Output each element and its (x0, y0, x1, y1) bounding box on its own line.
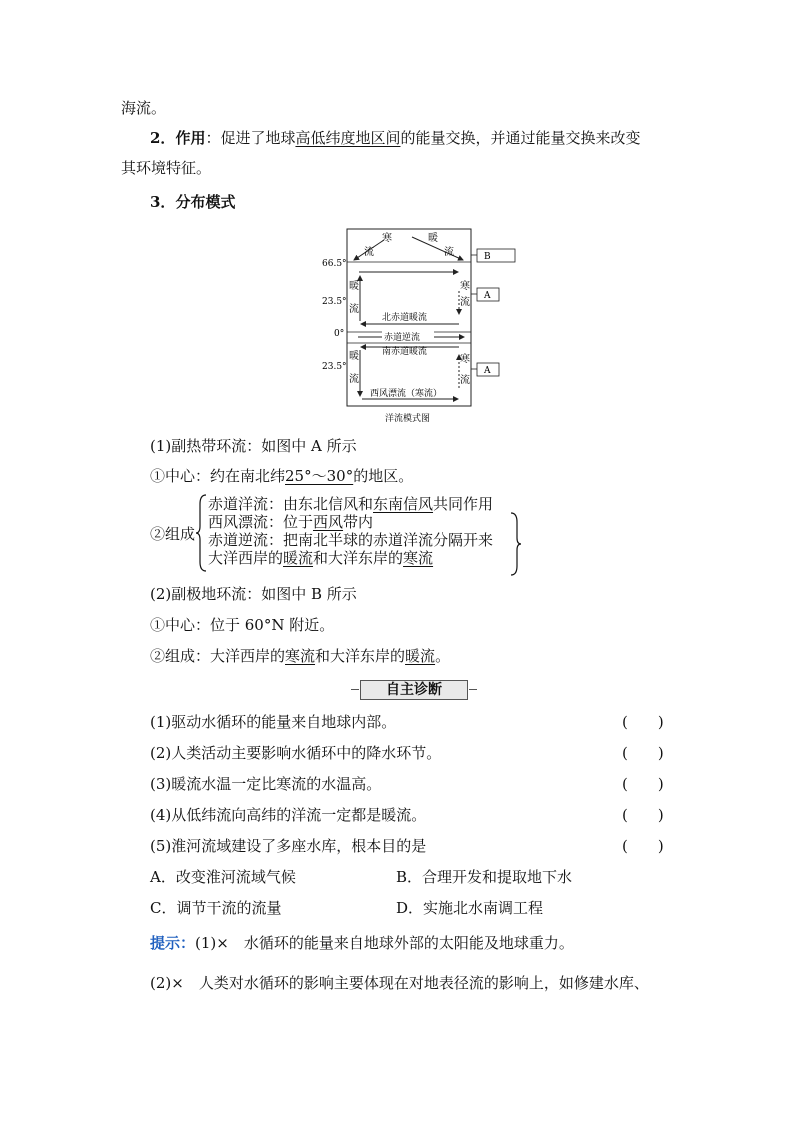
subpolar-comp-c: 和大洋东岸的 (315, 647, 406, 665)
subtropical-center-suffix: 的地区。 (353, 467, 414, 485)
label-warm-south-left: 暖 (349, 351, 359, 362)
comp-1-b: 东南信风 (373, 495, 434, 513)
subtropical-center-value: 25°～30° (285, 467, 354, 485)
question-2: (2)人类活动主要影响水循环中的降水环节。 (150, 744, 442, 762)
self-diagnosis-tag: 自主诊断 (360, 680, 468, 700)
subtropical-center-prefix: ①中心：约在南北纬 (150, 467, 286, 485)
composition-line-3: 赤道逆流：把南北半球的赤道洋流分隔开来 (208, 531, 494, 549)
ocean-current-diagram (318, 226, 523, 426)
composition-label: ②组成 (150, 525, 196, 543)
label-flow-south-left: 流 (349, 374, 359, 385)
comp-4-d: 寒流 (403, 549, 434, 567)
comp-4-a: 大洋西岸的 (208, 549, 284, 567)
item-2-underlined: 高低纬度地区间 (295, 129, 401, 147)
item-2-number: 2． (150, 129, 176, 147)
lat-0: 0° (334, 329, 345, 339)
item-2-text-a: ：促进了地球 (205, 129, 296, 147)
subtropical-title: (1)副热带环流：如图中 A 所示 (150, 437, 357, 455)
tip-1 (150, 933, 574, 953)
question-5: (5)淮河流域建设了多座水库，根本目的是 (150, 837, 427, 855)
comp-4-b: 暖流 (283, 549, 314, 567)
tip-1-text: (1)× 水循环的能量来自地球外部的太阳能及地球重力。 (195, 934, 574, 952)
composition-line-4 (208, 550, 433, 567)
subpolar-center: ①中心：位于 60°N 附近。 (150, 616, 335, 634)
comp-2-c: 带内 (343, 513, 374, 531)
subpolar-comp-d: 暖流 (405, 647, 436, 665)
option-c[interactable]: C．调节干流的流量 (150, 899, 282, 917)
lat-66-5: 66.5° (322, 259, 347, 269)
label-flow-north-left: 流 (349, 304, 359, 315)
question-4-answer-blank[interactable]: ( ) (622, 806, 664, 824)
callout-b (477, 249, 515, 262)
question-2-answer-blank[interactable]: ( ) (622, 744, 664, 762)
item-2-function (150, 128, 641, 148)
question-5-answer-blank[interactable]: ( ) (622, 837, 664, 855)
composition-left-brace (196, 494, 208, 572)
callout-a-north-label: A (484, 291, 491, 301)
composition-line-1 (208, 496, 493, 513)
label-north-equatorial: 北赤道暖流 (382, 313, 428, 323)
label-west-wind-drift: 西风漂流（寒流） (370, 389, 443, 399)
question-3-answer-blank[interactable]: ( ) (622, 775, 664, 793)
intro-line-1: 海流。 (121, 99, 167, 117)
item-2-label: 作用 (175, 129, 206, 147)
item-3-label: 分布模式 (175, 193, 236, 211)
label-flow-south-right: 流 (460, 375, 470, 386)
label-south-equatorial: 南赤道暖流 (382, 347, 428, 357)
subpolar-composition (150, 646, 450, 666)
label-flow-top-right: 流 (444, 247, 454, 258)
label-flow-north-right: 流 (460, 297, 470, 308)
subtropical-center (150, 466, 413, 486)
option-d[interactable]: D．实施北水南调工程 (396, 899, 544, 917)
callout-b-label: B (484, 252, 491, 262)
comp-1-a: 赤道洋流：由东北信风和 (208, 495, 374, 513)
item-3-number: 3． (150, 193, 176, 211)
composition-right-brace (510, 512, 522, 576)
composition-line-2 (208, 514, 373, 531)
question-1-answer-blank[interactable]: ( ) (622, 713, 664, 731)
question-4: (4)从低纬流向高纬的洋流一定都是暖流。 (150, 806, 427, 824)
comp-2-a: 西风漂流：位于 (208, 513, 314, 531)
comp-2-b: 西风 (313, 513, 344, 531)
label-warm-top: 暖 (428, 233, 438, 244)
question-1: (1)驱动水循环的能量来自地球内部。 (150, 713, 397, 731)
tip-2: (2)× 人类对水循环的影响主要体现在对地表径流的影响上，如修建水库、 (150, 974, 649, 992)
label-cold-north-right: 寒 (460, 281, 470, 292)
question-3: (3)暖流水温一定比寒流的水温高。 (150, 775, 382, 793)
tip-label: 提示： (150, 934, 196, 952)
label-flow-top-left: 流 (364, 247, 374, 258)
option-a[interactable]: A．改变淮河流域气候 (150, 868, 296, 886)
subpolar-title: (2)副极地环流：如图中 B 所示 (150, 585, 357, 603)
item-3-distribution (150, 192, 235, 212)
subpolar-comp-a: ②组成：大洋西岸的 (150, 647, 286, 665)
item-2-text-b: 的能量交换，并通过能量交换来改变 (400, 129, 641, 147)
comp-4-c: 和大洋东岸的 (313, 549, 404, 567)
subpolar-comp-b: 寒流 (285, 647, 316, 665)
label-warm-north-left: 暖 (349, 281, 359, 292)
label-cold-south-right: 寒 (460, 354, 470, 365)
lat-23-5-south: 23.5° (322, 362, 347, 372)
label-counter-current: 赤道逆流 (384, 333, 421, 343)
subpolar-comp-e: 。 (435, 647, 451, 665)
comp-1-c: 共同作用 (433, 495, 494, 513)
item-2-line-2: 其环境特征。 (121, 159, 212, 177)
option-b[interactable]: B．合理开发和提取地下水 (396, 868, 573, 886)
diagram-caption: 洋流模式图 (385, 414, 431, 424)
label-cold-top: 寒 (382, 233, 392, 244)
lat-23-5-north: 23.5° (322, 297, 347, 307)
callout-a-south-label: A (484, 366, 491, 376)
